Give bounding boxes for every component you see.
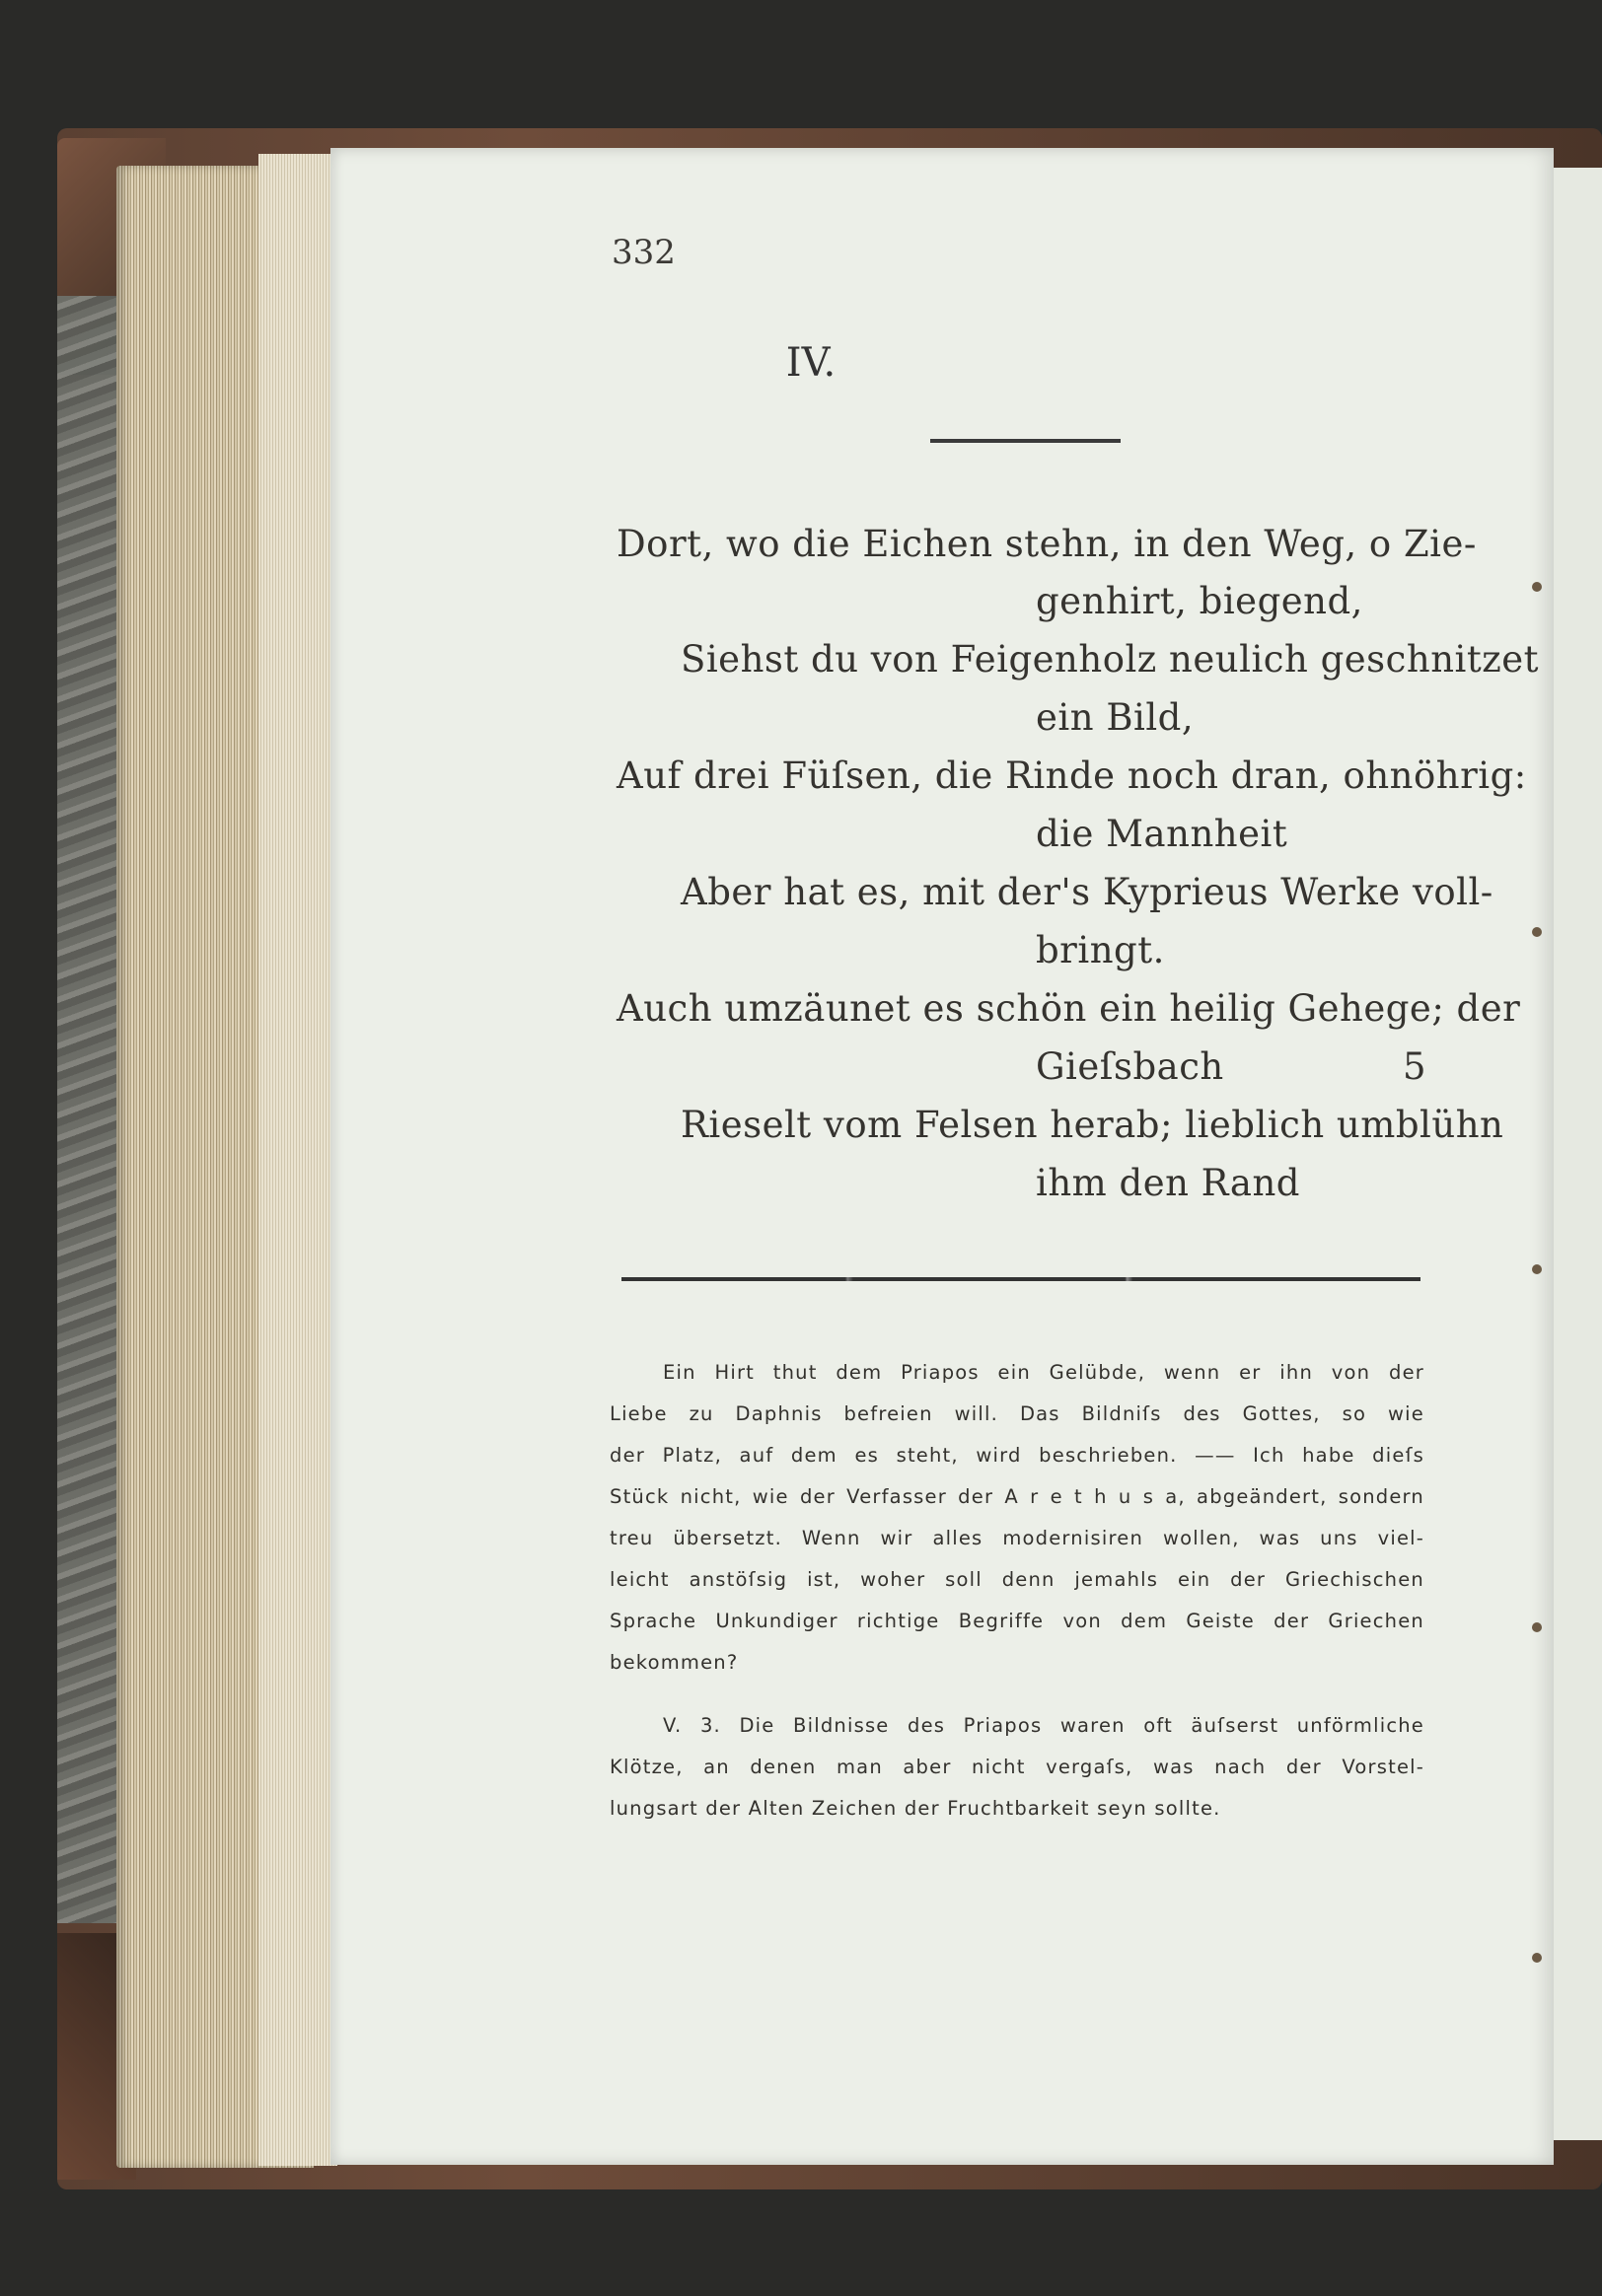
verse-line: ihm den Rand <box>1036 1162 1300 1204</box>
footnote-line: V. 3. Die Bildnisse des Priapos waren oft äuſserst unförmliche <box>663 1714 1424 1737</box>
footnote-rule <box>621 1277 1420 1281</box>
line-number: 5 <box>1403 1045 1426 1088</box>
verse-line: Gieſsbach <box>1036 1045 1224 1088</box>
verse-line: Dort, wo die Eichen stehn, in den Weg, o Zie- <box>617 523 1477 565</box>
binding-stitch <box>1532 927 1542 937</box>
verse-line: bringt. <box>1036 929 1165 971</box>
footnote-line: leicht anstöſsig ist, woher soll denn jemahls ein der Griechischen <box>610 1568 1424 1591</box>
verse-line: die Mannheit <box>1036 813 1288 855</box>
verse-line: Auf drei Füſsen, die Rinde noch dran, ohnöhrig: <box>617 754 1527 797</box>
footnote-line: lungsart der Alten Zeichen der Fruchtbarkeit seyn sollte. <box>610 1797 1221 1820</box>
footnote-line: der Platz, auf dem es steht, wird beschrieben. —— Ich habe dieſs <box>610 1444 1424 1467</box>
verse-line: Siehst du von Feigenholz neulich geschnitzet <box>681 638 1540 681</box>
footnote-line: Klötze, an denen man aber nicht vergaſs, was nach der Vorstel- <box>610 1756 1424 1778</box>
chapter-title: IV. <box>785 340 837 386</box>
page-edges-inner <box>258 154 337 2166</box>
book-page <box>330 148 1554 2165</box>
verse-line: genhirt, biegend, <box>1036 580 1363 622</box>
verse-line: ein Bild, <box>1036 696 1195 739</box>
binding-stitch <box>1532 1622 1542 1632</box>
footnote-line: Stück nicht, wie der Verfasser der A r e t h u s a, abgeändert, sondern <box>610 1485 1424 1508</box>
footnote-line: treu übersetzt. Wenn wir alles modernisiren wollen, was uns viel- <box>610 1527 1424 1549</box>
title-rule <box>930 439 1121 443</box>
footnote-line: Sprache Unkundiger richtige Begriffe von dem Geiste der Griechen <box>610 1610 1424 1632</box>
binding-stitch <box>1532 1953 1542 1963</box>
verse-line: Auch umzäunet es schön ein heilig Gehege; der <box>617 987 1521 1030</box>
page-number: 332 <box>612 233 676 272</box>
binding-stitch <box>1532 1264 1542 1274</box>
footnote-line: Liebe zu Daphnis befreien will. Das Bildniſs des Gottes, so wie <box>610 1402 1424 1425</box>
binding-stitch <box>1532 582 1542 592</box>
verse-line: Rieselt vom Felsen herab; lieblich umblühn <box>681 1104 1504 1146</box>
verse-line: Aber hat es, mit der's Kyprieus Werke voll- <box>681 871 1493 913</box>
footnote-line: Ein Hirt thut dem Priapos ein Gelübde, wenn er ihn von der <box>663 1361 1424 1384</box>
footnote-line: bekommen? <box>610 1651 739 1674</box>
